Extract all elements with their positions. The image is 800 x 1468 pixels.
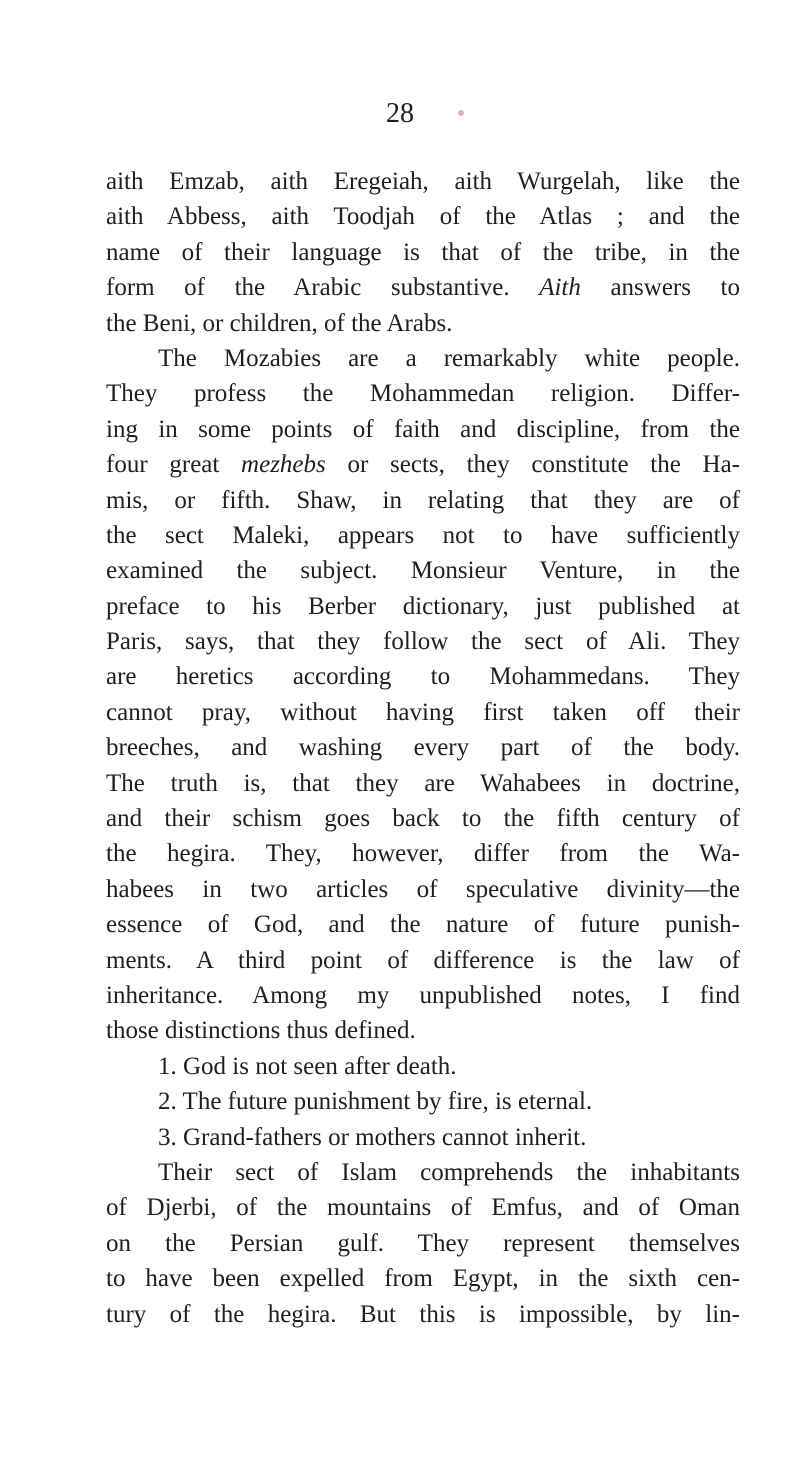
body-text bbox=[106, 164, 740, 1332]
paragraph-end-line: the Beni, or children, of the Arabs. bbox=[106, 309, 453, 337]
text-line: of Djerbi, of the mountains of Emfus, and of Oman bbox=[106, 1194, 740, 1222]
text-line: to have been expelled from Egypt, in the sixth cen- bbox=[106, 1265, 740, 1293]
text-line: The truth is, that they are Wahabees in doctrine, bbox=[106, 769, 740, 797]
text-line: ing in some points of faith and discipline, from the bbox=[106, 415, 740, 443]
text-line: aith Abbess, aith Toodjah of the Atlas ; and the bbox=[106, 203, 740, 231]
text-line: ments. A third point of difference is the law of bbox=[106, 946, 740, 974]
text-line: habees in two articles of speculative divinity—the bbox=[106, 875, 740, 903]
paragraph-start-line: Their sect of Islam comprehends the inhabitants bbox=[158, 1158, 740, 1186]
text-line: name of their language is that of the tribe, in the bbox=[106, 238, 740, 266]
text-line: examined the subject. Monsieur Venture, in the bbox=[106, 557, 740, 585]
text-line: essence of God, and the nature of future punish- bbox=[106, 911, 740, 939]
paragraph-start-line: The Mozabies are a remarkably white people. bbox=[158, 344, 740, 372]
italic-word: Aith bbox=[539, 274, 581, 302]
text-line: inheritance. Among my unpublished notes, I find bbox=[106, 981, 740, 1009]
text-line: cannot pray, without having first taken off their bbox=[106, 698, 740, 726]
list-item: 3. Grand-fathers or mothers cannot inherit. bbox=[158, 1123, 587, 1151]
text-line: preface to his Berber dictionary, just published at bbox=[106, 592, 740, 620]
text-line: aith Emzab, aith Eregeiah, aith Wurgelah, like the bbox=[106, 168, 740, 195]
text-line: mis, or fifth. Shaw, in relating that they are of bbox=[106, 486, 740, 514]
text-line: form of the Arabic substantive. Aith answers to bbox=[106, 274, 740, 302]
paragraph-end-line: those distinctions thus defined. bbox=[106, 1017, 416, 1045]
italic-word: mezhebs bbox=[241, 451, 326, 479]
text-line: four great mezhebs or sects, they constitute the Ha- bbox=[106, 451, 740, 479]
text-line: Paris, says, that they follow the sect of Ali. They bbox=[106, 628, 740, 656]
list-item: 1. God is not seen after death. bbox=[158, 1052, 457, 1080]
text-line: the hegira. They, however, differ from the Wa- bbox=[106, 840, 740, 868]
text-line: are heretics according to Mohammedans. They bbox=[106, 663, 740, 691]
list-item: 2. The future punishment by fire, is eternal. bbox=[158, 1088, 593, 1116]
text-line: on the Persian gulf. They represent themselves bbox=[106, 1229, 740, 1257]
page-number: 28 bbox=[386, 98, 414, 129]
text-line: the sect Maleki, appears not to have sufficiently bbox=[106, 521, 740, 549]
ink-speck bbox=[458, 110, 464, 116]
text-line: tury of the hegira. But this is impossible, by lin- bbox=[106, 1300, 740, 1328]
text-line: breeches, and washing every part of the body. bbox=[106, 734, 740, 762]
text-line: They profess the Mohammedan religion. Differ- bbox=[106, 380, 740, 408]
text-line: and their schism goes back to the fifth century of bbox=[106, 805, 740, 833]
